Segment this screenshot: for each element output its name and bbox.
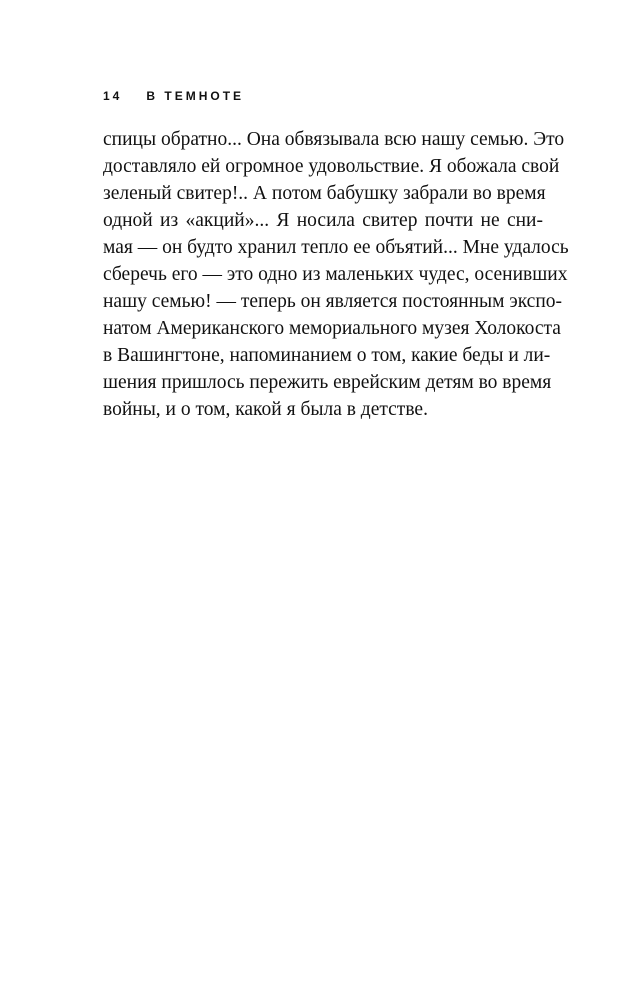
- page-number: 14: [103, 89, 123, 103]
- text-line: доставляло ей огромное удовольствие. Я обожала свой: [103, 156, 560, 177]
- text-line: войны, и о том, какой я была в детстве.: [103, 399, 428, 420]
- text-line: зеленый свитер!.. А потом бабушку забрали во время: [103, 183, 546, 204]
- text-line: натом Американского мемориального музея Холокоста: [103, 318, 561, 339]
- text-line: в Вашингтоне, напоминанием о том, какие беды и ли-: [103, 345, 551, 366]
- text-line: мая — он будто хранил тепло ее объятий... Мне удалось: [103, 237, 569, 258]
- text-line: сберечь его — это одно из маленьких чудес, осенивших: [103, 264, 568, 285]
- text-line: шения пришлось пережить еврейским детям во время: [103, 372, 552, 393]
- section-title: В ТЕМНОТЕ: [146, 89, 245, 103]
- text-line: одной из «акций»... Я носила свитер почти не сни-: [103, 210, 543, 231]
- text-line: спицы обратно... Она обвязывала всю нашу семью. Это: [103, 129, 565, 150]
- body-paragraph: [103, 126, 569, 423]
- running-head: [103, 89, 244, 103]
- text-line: нашу семью! — теперь он является постоянным экспо-: [103, 291, 563, 312]
